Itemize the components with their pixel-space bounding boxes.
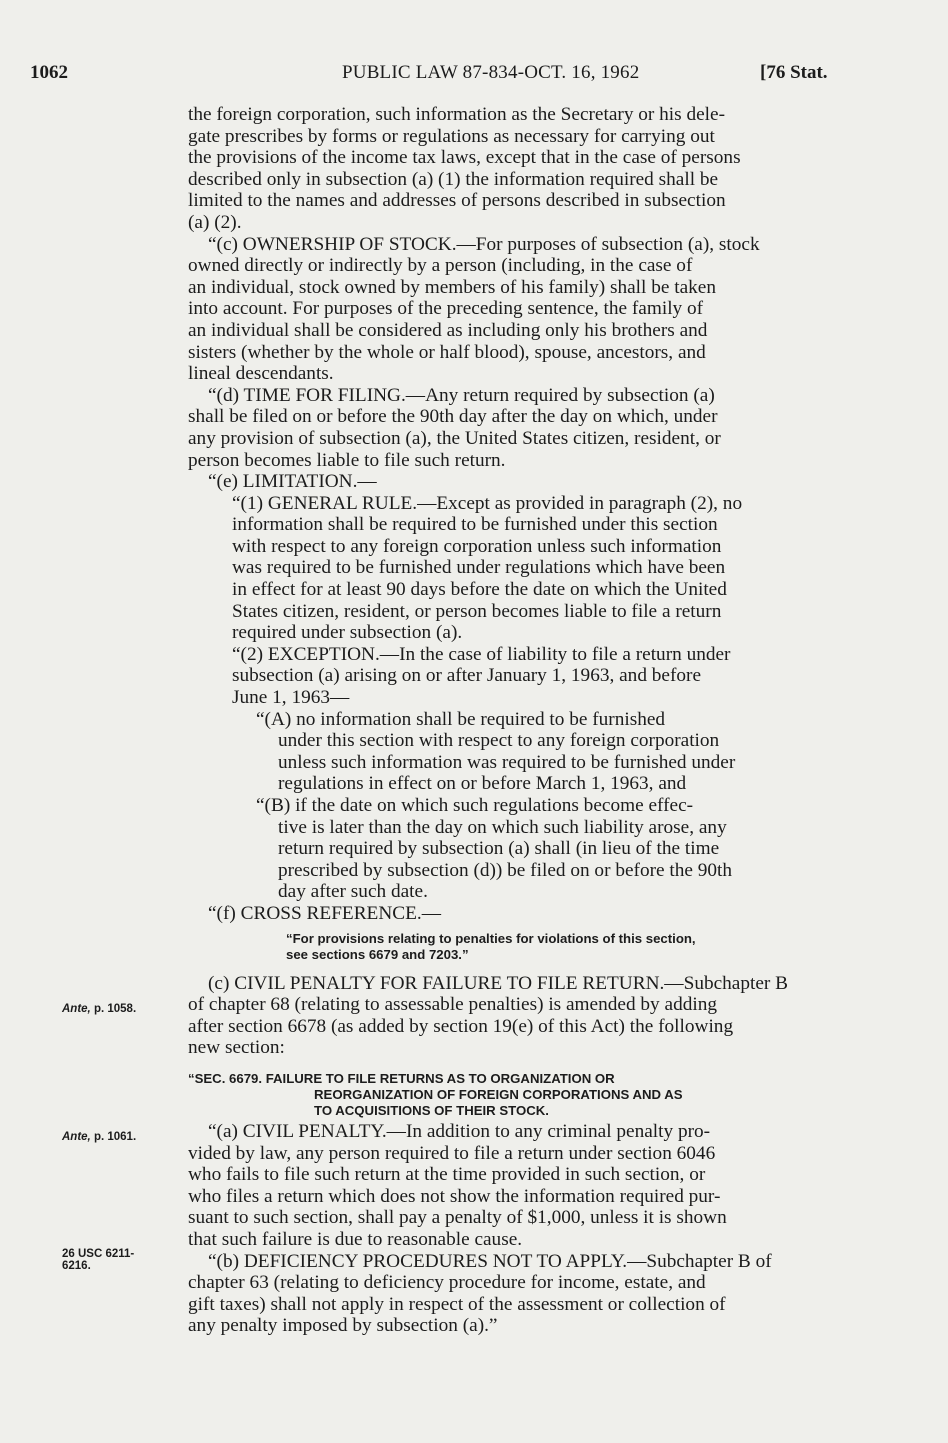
statute-reference: [76 Stat. <box>760 62 828 83</box>
cross-reference-line: “For provisions relating to penalties for violations of this section, <box>286 930 696 946</box>
statute-line: an individual, stock owned by members of his family) shall be taken <box>188 276 716 298</box>
statute-line: “(d) TIME FOR FILING.—Any return required by subsection (a) <box>208 384 715 406</box>
heading-line: REORGANIZATION OF FOREIGN CORPORATIONS AND AS <box>314 1086 683 1102</box>
statute-line: limited to the names and addresses of persons described in subsection <box>188 190 726 212</box>
subsection-b-line: any penalty imposed by subsection (a).” <box>188 1315 498 1337</box>
subsection-a-line: vided by law, any person required to file a return under section 6046 <box>188 1142 716 1164</box>
statute-line: sisters (whether by the whole or half blood), spouse, ancestors, and <box>188 341 706 363</box>
cross-reference-note <box>188 931 843 963</box>
subsection-a-line: that such failure is due to reasonable cause. <box>188 1228 523 1250</box>
statute-line: “(c) OWNERSHIP OF STOCK.—For purposes of subsection (a), stock <box>208 233 760 255</box>
margin-note-ref: p. 1061. <box>90 1131 137 1143</box>
subsection-a-line: suant to such section, shall pay a penalty of $1,000, unless it is shown <box>188 1207 727 1229</box>
statute-line: day after such date. <box>278 881 428 903</box>
cross-reference-line: see sections 6679 and 7203.” <box>286 946 469 962</box>
statute-line: the provisions of the income tax laws, except that in the case of persons <box>188 147 741 169</box>
statute-line: shall be filed on or before the 90th day after the day on which, under <box>188 406 718 428</box>
statute-line: into account. For purposes of the preceding sentence, the family of <box>188 298 704 320</box>
statute-line: “(f) CROSS REFERENCE.— <box>208 902 441 924</box>
statute-line: regulations in effect on or before March 1, 1963, and <box>278 773 687 795</box>
margin-note-italic: Ante, <box>62 1003 91 1015</box>
statute-line: June 1, 1963— <box>232 687 350 709</box>
statute-line: information shall be required to be furnished under this section <box>232 514 718 536</box>
subsection-b-line: “(b) DEFICIENCY PROCEDURES NOT TO APPLY.—Subchapter B of <box>208 1250 772 1272</box>
statute-line: unless such information was required to be furnished under <box>278 751 736 773</box>
margin-note-ante-1058 <box>62 1003 136 1015</box>
statute-line: person becomes liable to file such return. <box>188 449 506 471</box>
margin-note-ref: p. 1058. <box>90 1003 137 1015</box>
running-title: PUBLIC LAW 87-834-OCT. 16, 1962 <box>342 62 640 83</box>
section-c-line: of chapter 68 (relating to assessable penalties) is amended by adding <box>188 994 717 1016</box>
statute-line: subsection (a) arising on or after January 1, 1963, and before <box>232 665 702 687</box>
statute-text-upper <box>188 104 843 925</box>
statute-line: “(B) if the date on which such regulations become effec- <box>256 795 694 816</box>
subsection-a <box>188 1121 843 1251</box>
subsection-b-line: gift taxes) shall not apply in respect of the assessment or collection of <box>188 1293 726 1315</box>
statute-line: “(1) GENERAL RULE.—Except as provided in paragraph (2), no <box>232 492 743 514</box>
heading-line: “SEC. 6679. FAILURE TO FILE RETURNS AS TO ORGANIZATION OR <box>188 1070 615 1086</box>
statute-line: gate prescribes by forms or regulations as necessary for carrying out <box>188 125 715 147</box>
statute-line: “(A) no information shall be required to be furnished <box>256 708 666 730</box>
statute-line: with respect to any foreign corporation unless such information <box>232 535 722 557</box>
statute-line: under this section with respect to any foreign corporation <box>278 730 720 752</box>
subsection-a-line: who files a return which does not show the information required pur- <box>188 1185 721 1207</box>
margin-note-line: 26 USC 6211- <box>62 1248 135 1260</box>
margin-note-usc <box>62 1248 134 1272</box>
page-number: 1062 <box>30 62 68 83</box>
statute-line: States citizen, resident, or person becomes liable to file a return <box>232 600 722 622</box>
statute-line: described only in subsection (a) (1) the information required shall be <box>188 168 719 190</box>
margin-note-italic: Ante, <box>62 1131 91 1143</box>
statute-line: “(2) EXCEPTION.—In the case of liability to file a return under <box>232 643 731 665</box>
statute-line: required under subsection (a). <box>232 622 463 644</box>
new-section-heading <box>188 1071 843 1119</box>
statute-line: in effect for at least 90 days before the date on which the United <box>232 579 727 601</box>
section-c <box>188 973 843 1059</box>
margin-note-ante-1061 <box>62 1131 136 1143</box>
margin-note-line: 6216. <box>62 1260 91 1272</box>
statute-line: was required to be furnished under regulations which have been <box>232 557 726 579</box>
subsection-a-line: “(a) CIVIL PENALTY.—In addition to any criminal penalty pro- <box>208 1120 711 1142</box>
statute-line: tive is later than the day on which such liability arose, any <box>278 816 727 838</box>
statute-line: prescribed by subsection (d)) be filed on or before the 90th <box>278 859 733 881</box>
statute-line: “(e) LIMITATION.— <box>208 471 377 493</box>
statute-line: any provision of subsection (a), the United States citizen, resident, or <box>188 427 721 449</box>
statute-line: (a) (2). <box>188 211 242 233</box>
section-c-line: new section: <box>188 1037 285 1059</box>
subsection-b-line: chapter 63 (relating to deficiency procedure for income, estate, and <box>188 1272 706 1294</box>
statute-line: the foreign corporation, such information as the Secretary or his dele- <box>188 104 726 125</box>
section-c-line: (c) CIVIL PENALTY FOR FAILURE TO FILE RETURN.—Subchapter B <box>208 972 789 994</box>
page-header <box>0 58 948 88</box>
subsection-a-line: who fails to file such return at the time provided in such section, or <box>188 1164 706 1186</box>
statute-line: owned directly or indirectly by a person (including, in the case of <box>188 255 693 277</box>
heading-line: TO ACQUISITIONS OF THEIR STOCK. <box>314 1102 549 1118</box>
statute-line: lineal descendants. <box>188 363 334 385</box>
section-c-line: after section 6678 (as added by section 19(e) of this Act) the following <box>188 1015 734 1037</box>
statute-line: return required by subsection (a) shall (in lieu of the time <box>278 838 720 860</box>
main-text-column <box>188 104 843 1337</box>
statute-line: an individual shall be considered as including only his brothers and <box>188 319 708 341</box>
subsection-b <box>188 1251 843 1337</box>
